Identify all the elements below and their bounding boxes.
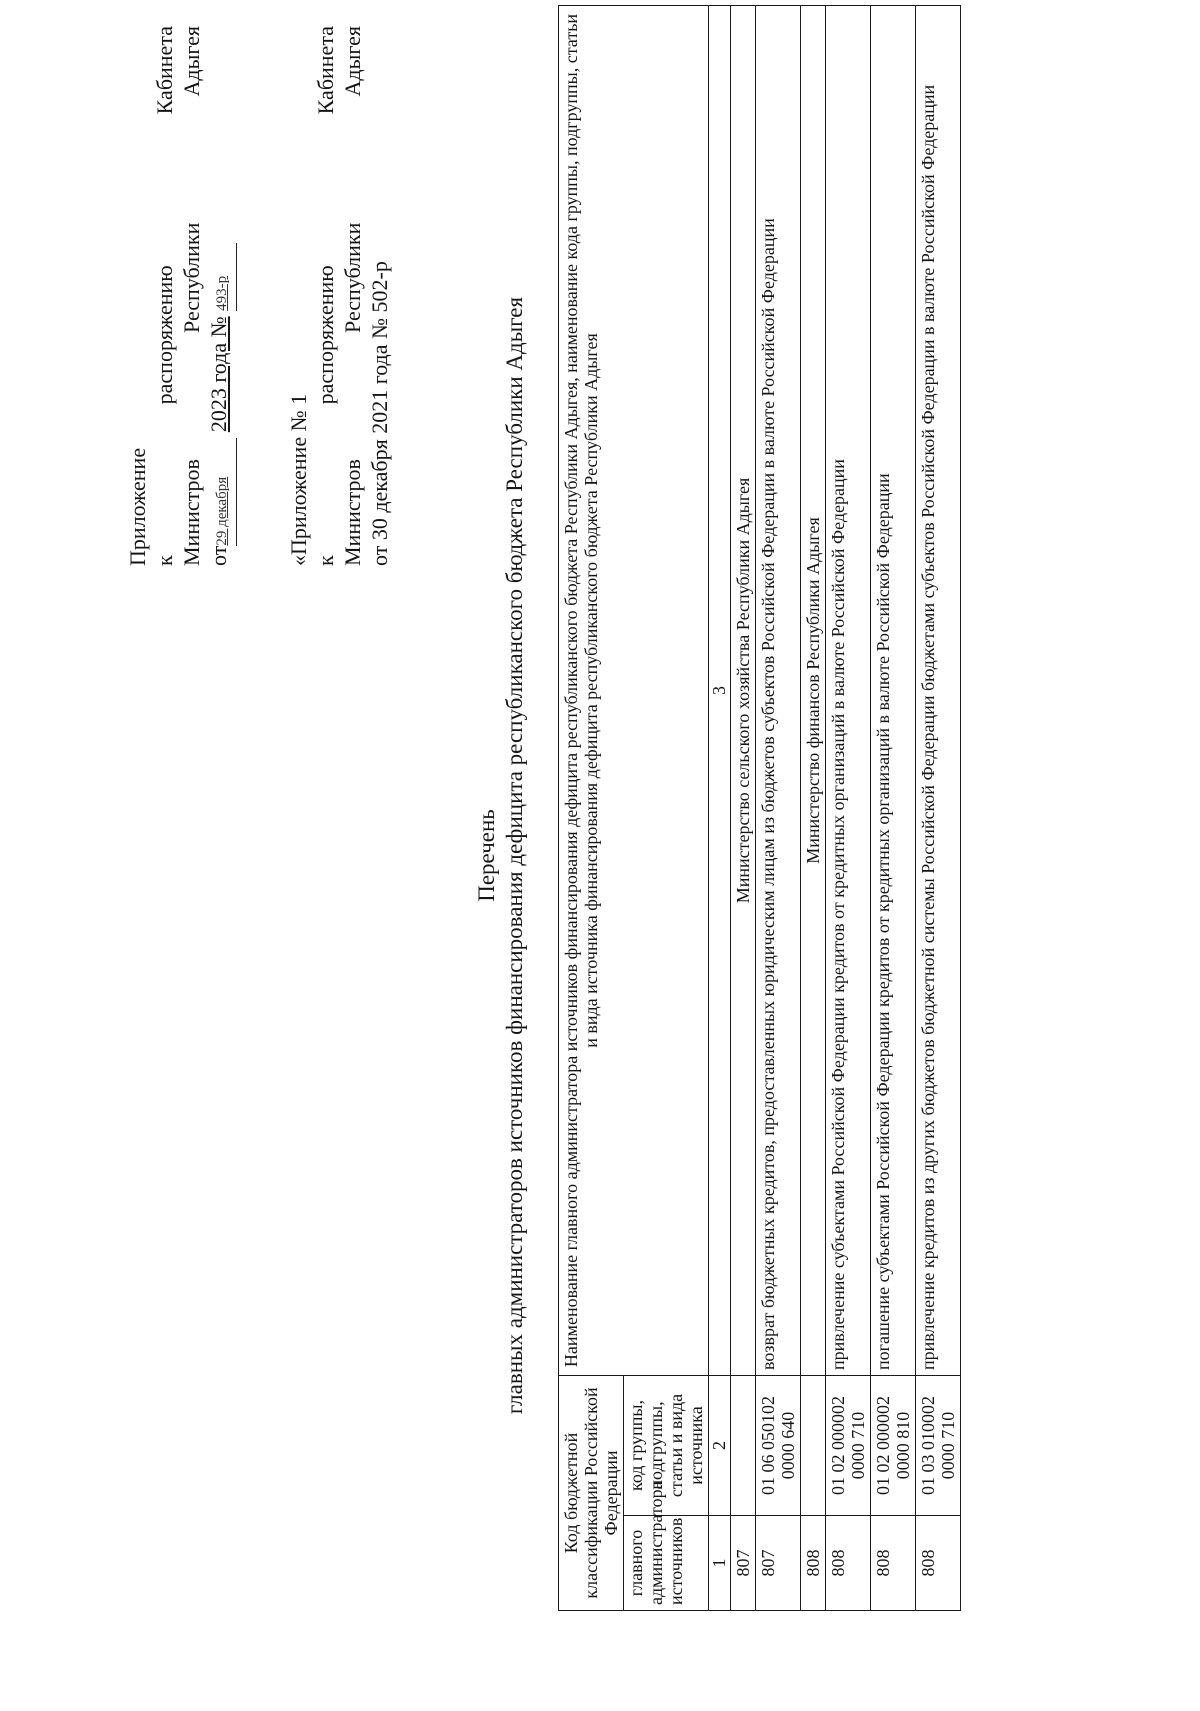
- prior-appendix-date-line: от 30 декабря 2021 года № 502-р: [367, 261, 392, 566]
- name-cell: привлечение субъектами Российской Федерации кредитов от кредитных организаций в валюте Российской Федерации: [826, 6, 871, 1376]
- name-cell: Министерство сельского хозяйства Республики Адыгея: [731, 6, 756, 1376]
- table-row: [916, 6, 961, 1611]
- table-row: [801, 6, 826, 1611]
- header-admin-code: главного администратора источников: [624, 1516, 709, 1611]
- admin-code-cell: 807: [756, 1516, 801, 1611]
- source-code-cell: 01 03 010002 0000 710: [916, 1376, 961, 1516]
- administrators-table: [558, 5, 961, 1611]
- table-row: [826, 6, 871, 1611]
- prior-appendix-heading: «Приложение № 1: [286, 393, 311, 566]
- table-row: [756, 6, 801, 1611]
- header-name: Наименование главного администратора источников финансирования дефицита республиканского бюджета Республики Адыгея, наименование кода группы, подгруппы, статьи и вида источника финансирования дефицита республиканского бюджета Республики Адыгея: [559, 6, 709, 1376]
- admin-code-cell: 808: [826, 1516, 871, 1611]
- name-cell: Министерство финансов Республики Адыгея: [801, 6, 826, 1376]
- source-code-cell: 01 06 050102 0000 640: [756, 1376, 801, 1516]
- admin-code-cell: 807: [731, 1516, 756, 1611]
- source-code-cell: 01 02 000002 0000 710: [826, 1376, 871, 1516]
- handwritten-number: 493-р: [205, 243, 237, 311]
- prior-appendix-line-3: Министров Республики Адыгея: [340, 26, 365, 566]
- name-cell: возврат бюджетных кредитов, предоставленных юридическим лицам из бюджетов субъектов Российской Федерации в валюте Российской Федерации: [756, 6, 801, 1376]
- appendix-block: [124, 26, 237, 566]
- source-code-cell: 01 02 000002 0000 810: [871, 1376, 916, 1516]
- admin-code-cell: 808: [801, 1516, 826, 1611]
- header-row: [559, 6, 624, 1611]
- table-row: [871, 6, 916, 1611]
- admin-code-cell: 808: [916, 1516, 961, 1611]
- admin-code-cell: 808: [871, 1516, 916, 1611]
- prior-appendix-block: [285, 26, 393, 566]
- column-number: 2: [709, 1376, 731, 1516]
- source-code-cell: [731, 1376, 756, 1516]
- handwritten-date: 29 декабря: [205, 438, 237, 546]
- document-title: Перечень: [474, 809, 499, 902]
- name-cell: привлечение кредитов из других бюджетов бюджетной системы Российской Федерации бюджетами субъектов Российской Федерации в валюте Российской Федерации: [916, 6, 961, 1376]
- appendix-date-line: от29 декабря 2023 года № 493-р: [205, 26, 237, 566]
- header-classification-code: Код бюджетной классификации Российской Федерации: [559, 1376, 624, 1611]
- column-number: 3: [709, 6, 731, 1376]
- document-subtitle: главных администраторов источников финансирования дефицита республиканского бюджета Республики Адыгея: [502, 296, 527, 1415]
- header-source-code: код группы, подгруппы, статьи и вида источника: [624, 1376, 709, 1516]
- appendix-line-3: Министров Республики Адыгея: [179, 26, 204, 566]
- name-cell: погашение субъектами Российской Федерации кредитов от кредитных организаций в валюте Российской Федерации: [871, 6, 916, 1376]
- source-code-cell: [801, 1376, 826, 1516]
- appendix-line-2: к распоряжению Кабинета: [152, 26, 177, 566]
- column-number: 1: [709, 1516, 731, 1611]
- prior-appendix-line-2: к распоряжению Кабинета: [313, 26, 338, 566]
- column-number-row: [709, 6, 731, 1611]
- appendix-heading: Приложение: [125, 447, 150, 566]
- table-row: [731, 6, 756, 1611]
